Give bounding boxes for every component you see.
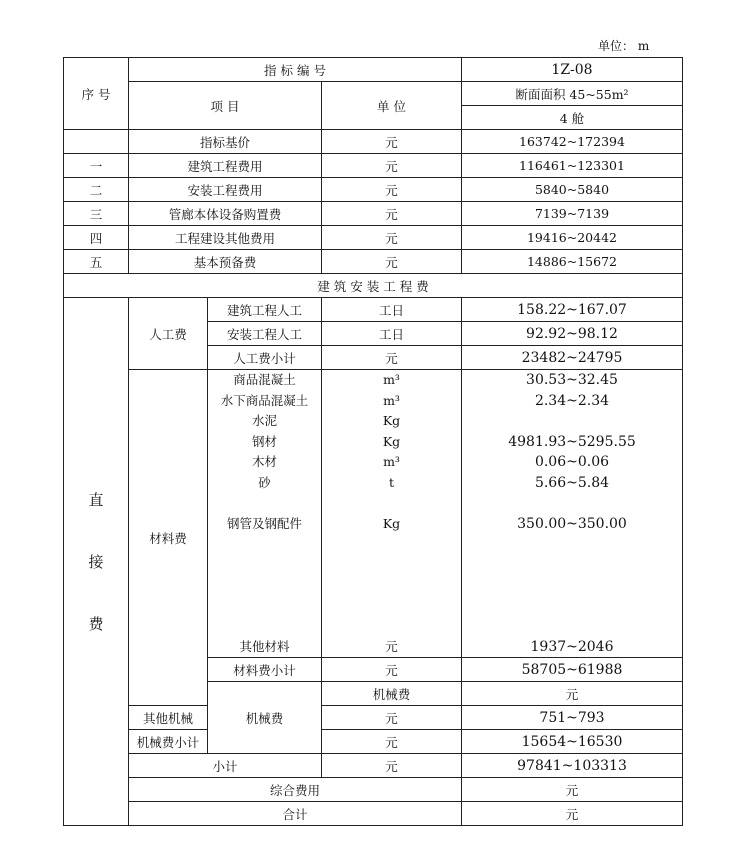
material-value: 0.06~0.06 — [534, 454, 610, 470]
bottom-row — [64, 778, 683, 802]
labor-unit: 工日 — [322, 322, 462, 346]
labor-unit: 元 — [322, 346, 462, 370]
materials-subtotal-value: 58705~61988 — [462, 658, 683, 682]
material-name: 水下商品混凝土 — [220, 392, 309, 408]
material-unit: m³ — [383, 372, 400, 387]
summary-unit: 元 — [322, 202, 462, 226]
machinery-item: 机械费小计 — [129, 730, 208, 754]
summary-item: 安装工程费用 — [129, 178, 322, 202]
machinery-item: 其他机械 — [129, 706, 208, 730]
machinery-row — [64, 730, 683, 754]
material-unit: Kg — [382, 413, 401, 428]
header-row-section — [64, 82, 683, 106]
labor-value: 158.22~167.07 — [462, 298, 683, 322]
material-name: 钢管及钢配件 — [226, 515, 302, 531]
material-name: 商品混凝土 — [233, 372, 296, 387]
material-unit: Kg — [382, 433, 401, 449]
index-code-value: 1Z-08 — [462, 58, 683, 82]
section-title: 建 筑 安 装 工 程 费 — [64, 274, 683, 298]
labor-unit: 工日 — [322, 298, 462, 322]
material-value: 30.53~32.45 — [526, 372, 618, 388]
direct-subtotal-value: 97841~103313 — [462, 754, 683, 778]
section-area-label: 断面面积 45~55m² — [462, 82, 683, 106]
summary-row — [64, 130, 683, 154]
summary-row — [64, 202, 683, 226]
material-value: 5.66~5.84 — [534, 474, 610, 491]
materials-row — [64, 370, 683, 658]
machinery-unit: 元 — [322, 730, 462, 754]
material-value: 4981.93~5295.55 — [508, 433, 636, 450]
direct-subtotal-item: 小计 — [129, 754, 322, 778]
direct-subtotal-unit: 元 — [322, 754, 462, 778]
summary-item: 基本预备费 — [129, 250, 322, 274]
machinery-unit: 元 — [462, 682, 683, 706]
summary-seq: 四 — [64, 226, 129, 250]
summary-seq: 五 — [64, 250, 129, 274]
material-value — [466, 411, 678, 432]
bottom-row — [64, 802, 683, 826]
material-unit: m³ — [383, 392, 400, 408]
summary-value: 163742~172394 — [462, 130, 683, 154]
labor-value: 92.92~98.12 — [462, 322, 683, 346]
cabin-label: 4 舱 — [462, 106, 683, 130]
machinery-unit: 元 — [322, 706, 462, 730]
summary-seq — [64, 130, 129, 154]
materials-names-cell — [208, 370, 322, 658]
summary-item: 管廊本体设备购置费 — [129, 202, 322, 226]
material-value: 2.34~2.34 — [534, 392, 610, 409]
machinery-value: 15654~16530 — [462, 730, 683, 754]
summary-value: 19416~20442 — [462, 226, 683, 250]
direct-cost-char: 直 — [88, 490, 104, 509]
item-header: 项 目 — [129, 82, 322, 130]
unit-header: 单 位 — [322, 82, 462, 130]
summary-item: 工程建设其他费用 — [129, 226, 322, 250]
machinery-item: 机械费 — [322, 682, 462, 706]
direct-cost-label — [64, 298, 129, 826]
machinery-group-label: 机械费 — [208, 682, 322, 754]
materials-units-cell — [322, 370, 462, 658]
summary-value: 14886~15672 — [462, 250, 683, 274]
direct-subtotal-row — [64, 754, 683, 778]
summary-value: 116461~123301 — [462, 154, 683, 178]
material-unit: Kg — [382, 515, 401, 531]
material-name: 水泥 — [251, 413, 277, 428]
summary-unit: 元 — [322, 130, 462, 154]
section-title-row — [64, 274, 683, 298]
summary-value: 7139~7139 — [462, 202, 683, 226]
summary-item: 指标基价 — [129, 130, 322, 154]
direct-cost-char: 接 — [88, 552, 104, 571]
seq-header: 序 号 — [64, 58, 129, 130]
bottom-item: 综合费用 — [129, 778, 462, 802]
labor-item: 安装工程人工 — [208, 322, 322, 346]
material-unit: 元 — [385, 638, 398, 654]
materials-subtotal-unit: 元 — [322, 658, 462, 682]
summary-row — [64, 226, 683, 250]
labor-group-label: 人工费 — [129, 298, 208, 370]
summary-seq: 三 — [64, 202, 129, 226]
material-unit: t — [388, 474, 395, 490]
machinery-value: 751~793 — [462, 706, 683, 730]
summary-unit: 元 — [322, 226, 462, 250]
materials-subtotal-item: 材料费小计 — [208, 658, 322, 682]
index-code-label: 指 标 编 号 — [129, 58, 462, 82]
labor-row — [64, 298, 683, 322]
labor-item: 人工费小计 — [208, 346, 322, 370]
summary-item: 建筑工程费用 — [129, 154, 322, 178]
header-row-code — [64, 58, 683, 82]
materials-values-cell — [462, 370, 683, 658]
unit-note: 单位： m — [598, 39, 650, 53]
summary-row — [64, 154, 683, 178]
labor-item: 建筑工程人工 — [208, 298, 322, 322]
summary-unit: 元 — [322, 178, 462, 202]
summary-value: 5840~5840 — [462, 178, 683, 202]
material-unit: m³ — [383, 454, 400, 469]
summary-seq: 二 — [64, 178, 129, 202]
materials-group-label: 材料费 — [129, 370, 208, 706]
summary-unit: 元 — [322, 250, 462, 274]
direct-cost-char: 费 — [88, 614, 104, 633]
bottom-unit: 元 — [462, 802, 683, 826]
cost-index-table — [63, 57, 683, 826]
summary-row — [64, 250, 683, 274]
summary-unit: 元 — [322, 154, 462, 178]
bottom-unit: 元 — [462, 778, 683, 802]
bottom-item: 合计 — [129, 802, 462, 826]
labor-value: 23482~24795 — [462, 346, 683, 370]
summary-seq: 一 — [64, 154, 129, 178]
material-name: 砂 — [258, 474, 271, 490]
material-value: 350.00~350.00 — [517, 515, 627, 532]
machinery-row — [64, 706, 683, 730]
material-name: 钢材 — [251, 433, 277, 449]
material-value: 1937~2046 — [530, 638, 614, 655]
material-name: 木材 — [251, 454, 277, 469]
material-name: 其他材料 — [239, 638, 290, 654]
summary-row — [64, 178, 683, 202]
